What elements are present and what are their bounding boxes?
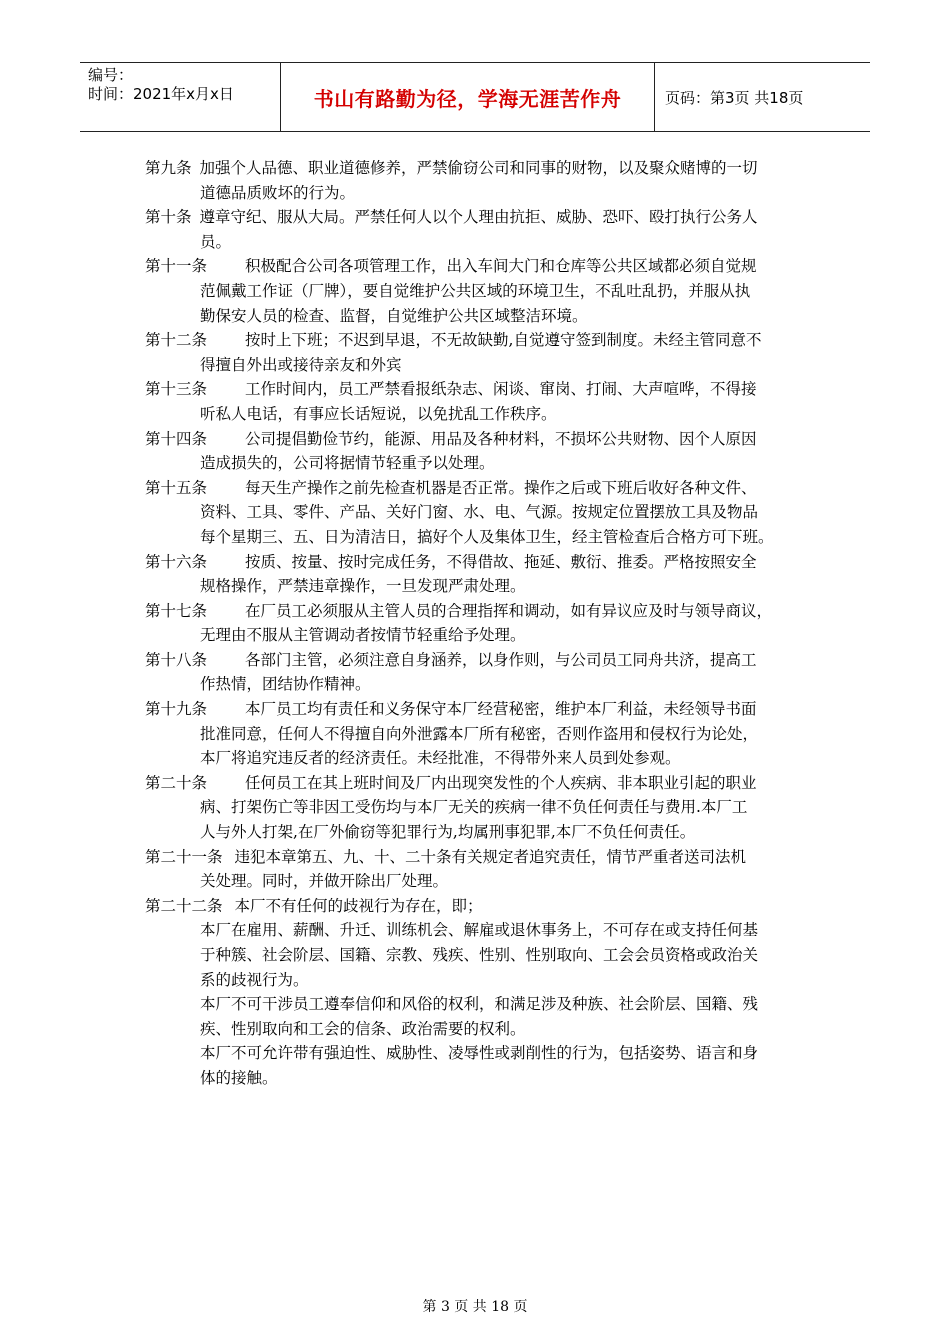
article bbox=[145, 377, 817, 426]
document-body bbox=[145, 156, 817, 1091]
clause-paragraph bbox=[145, 1041, 817, 1090]
article-number: 第十六条 bbox=[145, 552, 208, 571]
article-text-line: 造成损失的，公司将据情节轻重予以处理。 bbox=[200, 454, 495, 473]
article-text-line: 遵章守纪、服从大局。严禁任何人以个人理由抗拒、威胁、恐吓、殴打执行公务人 bbox=[199, 208, 758, 227]
article bbox=[145, 476, 817, 550]
clause-paragraph bbox=[145, 918, 817, 992]
article-number: 第九条 bbox=[145, 159, 192, 177]
paragraph-line: 本厂不可允许带有强迫性、威胁性、凌辱性或剥削性的行为，包括姿势、语言和身 bbox=[200, 1044, 759, 1063]
page-header bbox=[80, 62, 870, 132]
article-number: 第十五条 bbox=[145, 478, 208, 497]
article-text-line: 本厂员工均有责任和义务保守本厂经营秘密，维护本厂利益，未经领导书面 bbox=[245, 700, 757, 719]
paragraph-line: 于种簇、社会阶层、国籍、宗教、残疾、性别、性别取向、工会会员资格或政治关 bbox=[200, 946, 759, 964]
paragraph-line: 体的接触。 bbox=[200, 1068, 278, 1087]
paragraph-line: 系的歧视行为。 bbox=[200, 970, 309, 989]
article-number: 第十条 bbox=[145, 208, 192, 227]
article-number: 第十七条 bbox=[145, 601, 208, 620]
paragraph-line: 本厂在雇用、薪酬、升迁、训练机会、解雇或退休事务上，不可存在或支持任何基 bbox=[200, 921, 759, 940]
article-text-line: 资料、工具、零件、产品、关好门窗、水、电、气源。按规定位置摆放工具及物品 bbox=[200, 503, 759, 522]
article bbox=[145, 254, 817, 328]
article-number: 第十二条 bbox=[145, 331, 208, 350]
clause-paragraph bbox=[145, 992, 817, 1041]
article-text-line: 人与外人打架,在厂外偷窃等犯罪行为,均属刑事犯罪,本厂不负任何责任。 bbox=[200, 823, 696, 842]
article-number: 第二十二条 bbox=[145, 896, 223, 915]
article bbox=[145, 771, 817, 845]
paragraph-line: 本厂不可干涉员工遵奉信仰和风俗的权利，和满足涉及种族、社会阶层、国籍、残 bbox=[200, 995, 759, 1014]
paragraph-line: 疾、性别取向和工会的信条、政治需要的权利。 bbox=[200, 1019, 526, 1038]
article bbox=[145, 648, 817, 697]
article-text-line: 公司提倡勤俭节约，能源、用品及各种材料，不损坏公共财物、因个人原因 bbox=[245, 429, 757, 448]
article-number: 第二十一条 bbox=[145, 847, 223, 866]
article bbox=[145, 845, 817, 894]
article-text-line: 病、打架伤亡等非因工受伤均与本厂无关的疾病一律不负任何责任与费用.本厂工 bbox=[200, 798, 748, 817]
article-text-line: 任何员工在其上班时间及厂内出现突发性的个人疾病、非本职业引起的职业 bbox=[245, 773, 757, 792]
article-text-line: 积极配合公司各项管理工作，出入车间大门和仓库等公共区域都必须自觉规 bbox=[245, 257, 757, 276]
article-text-line: 违犯本章第五、九、十、二十条有关规定者追究责任，情节严重者送司法机 bbox=[234, 847, 747, 866]
article-number: 第二十条 bbox=[145, 773, 208, 792]
article-number: 第十八条 bbox=[145, 650, 208, 669]
article bbox=[145, 550, 817, 599]
article bbox=[145, 205, 817, 254]
article-text-line: 加强个人品德、职业道德修养，严禁偷窃公司和同事的财物，以及聚众赌博的一切 bbox=[199, 159, 758, 177]
article-text-line: 员。 bbox=[200, 232, 232, 251]
page-footer: 第 3 页 共 18 页 bbox=[422, 1299, 528, 1315]
article-text-line: 关处理。同时，并做开除出厂处理。 bbox=[200, 872, 449, 891]
article-text-line: 无理由不服从主管调动者按情节轻重给予处理。 bbox=[200, 626, 526, 645]
article-text-line: 本厂将追究违反者的经济责任。未经批准，不得带外来人员到处参观。 bbox=[200, 749, 681, 768]
header-motto: 书山有路勤为径，学海无涯苦作舟 bbox=[281, 63, 655, 131]
article-text-line: 得擅自外出或接待亲友和外宾 bbox=[200, 355, 402, 374]
article-text-line: 按质、按量、按时完成任务，不得借故、拖延、敷衍、推委。严格按照安全 bbox=[245, 552, 757, 571]
article-text-line: 每个星期三、五、日为清洁日，搞好个人及集体卫生，经主管检查后合格方可下班。 bbox=[200, 527, 774, 546]
header-meta bbox=[80, 63, 281, 131]
article-number: 第十一条 bbox=[145, 257, 208, 276]
document-number-label: 编号： bbox=[88, 66, 134, 84]
article-text-line: 工作时间内，员工严禁看报纸杂志、闲谈、窜岗、打闹、大声喧哗，不得接 bbox=[245, 380, 757, 399]
article-text-line: 范佩戴工作证（厂牌），要自觉维护公共区域的环境卫生，不乱吐乱扔，并服从执 bbox=[200, 281, 751, 300]
article-text-line: 听私人电话，有事应长话短说，以免扰乱工作秩序。 bbox=[200, 404, 557, 423]
article-text-line: 道德品质败坏的行为。 bbox=[200, 183, 356, 202]
article-text-line: 按时上下班；不迟到早退，不无故缺勤,自觉遵守签到制度。未经主管同意不 bbox=[245, 331, 762, 350]
article-text-line: 本厂不有任何的歧视行为存在，即； bbox=[234, 896, 483, 915]
article bbox=[145, 328, 817, 377]
document-date: 时间：2021年x月x日 bbox=[88, 85, 234, 103]
article bbox=[145, 427, 817, 476]
article-text-line: 作热情，团结协作精神。 bbox=[200, 675, 371, 694]
article-text-line: 每天生产操作之前先检查机器是否正常。操作之后或下班后收好各种文件、 bbox=[245, 478, 757, 497]
article-text-line: 在厂员工必须服从主管人员的合理指挥和调动，如有异议应及时与领导商议， bbox=[245, 601, 773, 620]
article-text-line: 批准同意，任何人不得擅自向外泄露本厂所有秘密，否则作盗用和侵权行为论处， bbox=[200, 724, 759, 743]
article-text-line: 勤保安人员的检查、监督，自觉维护公共区域整洁环境。 bbox=[200, 306, 588, 325]
article-text-line: 各部门主管，必须注意自身涵养，以身作则，与公司员工同舟共济，提高工 bbox=[245, 650, 757, 669]
article bbox=[145, 894, 817, 919]
article bbox=[145, 599, 817, 648]
article-number: 第十四条 bbox=[145, 429, 208, 448]
article-number: 第十三条 bbox=[145, 380, 208, 399]
article-text-line: 规格操作，严禁违章操作，一旦发现严肃处理。 bbox=[200, 577, 526, 596]
article-number: 第十九条 bbox=[145, 700, 208, 719]
header-page-code: 页码：第3页 共18页 bbox=[665, 88, 804, 107]
article bbox=[145, 156, 817, 205]
article bbox=[145, 697, 817, 771]
